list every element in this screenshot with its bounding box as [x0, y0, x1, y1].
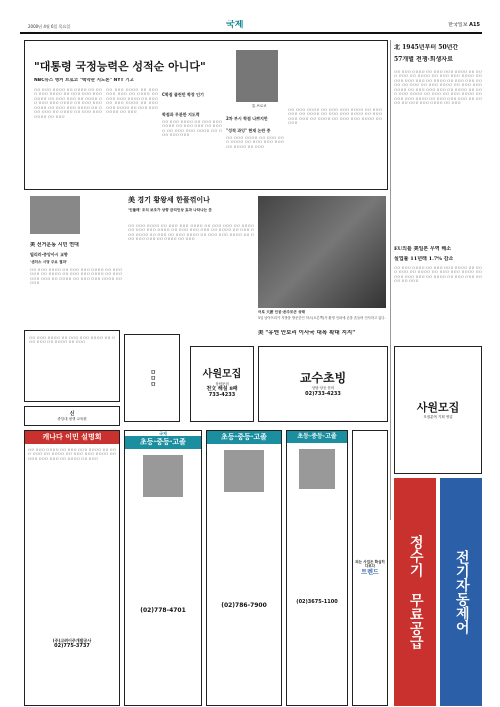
ad-school-3-photo: [299, 449, 335, 489]
ad-professor-line1: 상담·상공 문의: [311, 386, 335, 391]
left-story-title: 美 선거운동 시민 연대: [30, 242, 79, 248]
ad-notice: ㅁㅁ ㅁㅁㅁ ㅁㅁㅁㅁ ㅁㅁ ㅁㅁㅁ ㅁㅁㅁ ㅁㅁㅁㅁ ㅁㅁ ㅁㅁㅁ ㅁㅁㅁ ㅁㅁ ㅁㅁㅁㅁ ㅁㅁ ㅁㅁㅁ: [24, 330, 120, 402]
econ-body: ㅁㅁ ㅁㅁㅁ ㅁㅁㅁㅁ ㅁㅁ ㅁㅁㅁ ㅁㅁㅁ ㅁㅁㅁㅁ ㅁㅁ ㅁㅁㅁ ㅁㅁㅁ ㅁㅁ ㅁㅁㅁㅁ ㅁㅁ ㅁㅁㅁ ㅁㅁㅁ ㅁㅁㅁㅁ ㅁㅁ ㅁㅁㅁ ㅁㅁㅁ ㅁㅁㅁ ㅁㅁ ㅁㅁㅁㅁ ㅁㅁ ㅁㅁㅁ ㅁㅁㅁ ㅁㅁㅁㅁ ㅁㅁ ㅁㅁㅁ ㅁㅁ ㅁㅁㅁ ㅁㅁㅁㅁ ㅁㅁ ㅁㅁㅁ ㅁㅁㅁ ㅁㅁㅁㅁ ㅁㅁ ㅁㅁㅁ ㅁㅁㅁ ㅁㅁㅁ ㅁㅁ ㅁㅁㅁㅁ ㅁㅁ ㅁㅁㅁ: [128, 224, 254, 242]
ad-staff-line1: 상담문의: [215, 381, 229, 386]
eu-body: ㅁㅁ ㅁㅁㅁ ㅁㅁㅁㅁ ㅁㅁ ㅁㅁㅁ ㅁㅁㅁ ㅁㅁㅁㅁ ㅁㅁ ㅁㅁㅁ ㅁㅁㅁ ㅁㅁ ㅁㅁㅁㅁ ㅁㅁ ㅁㅁㅁ ㅁㅁㅁ ㅁㅁㅁㅁ ㅁㅁ ㅁㅁㅁ ㅁㅁㅁ ㅁㅁㅁ ㅁㅁ ㅁㅁㅁㅁ ㅁㅁ ㅁㅁㅁ ㅁㅁㅁ ㅁㅁㅁㅁ ㅁㅁ ㅁㅁㅁ: [394, 266, 482, 284]
lead-byline: 톰 브로코: [252, 104, 267, 108]
ad-professor-phone: 02)733-4233: [305, 390, 341, 397]
ad-canada-org: (주)고려이주개발공사: [52, 637, 92, 643]
ad-staff-title: 사원모집: [202, 369, 242, 381]
ad-canada: 캐나다 이민 설명회 ㅁㅁ ㅁㅁㅁ ㅁㅁㅁㅁ ㅁㅁ ㅁㅁㅁ ㅁㅁㅁ ㅁㅁㅁㅁ ㅁㅁ ㅁㅁㅁ ㅁㅁㅁ ㅁㅁ ㅁㅁㅁㅁ ㅁㅁ ㅁㅁㅁ ㅁㅁㅁ ㅁㅁㅁㅁ ㅁㅁ ㅁㅁㅁ ㅁㅁㅁ ㅁㅁㅁ ㅁㅁ ㅁㅁㅁㅁ ㅁㅁ ㅁㅁㅁ (주)고려이주개발공사 02)775-3737: [24, 430, 120, 706]
ad-canada-title: 캐나다 이민 설명회: [25, 431, 119, 444]
vote-title: 美 "유엔 안보리 이사국 대폭 확대 지지": [258, 330, 356, 336]
ad-trend-title: 트렌드: [361, 568, 379, 576]
column-divider: [390, 40, 391, 520]
ad-school-1: [124, 430, 202, 706]
ad-center: [24, 406, 120, 426]
lead-col-1: ㅁㅁ ㅁㅁㅁ ㅁㅁㅁㅁ ㅁㅁ ㅁㅁㅁㅁ ㅁㅁ ㅁㅁㅁ ㅁㅁㅁ ㅁㅁㅁㅁ ㅁㅁ ㅁㅁㅁ ㅁㅁㅁ ㅁㅁㅁ ㅁㅁㅁㅁ ㅁㅁ ㅁㅁㅁ ㅁㅁㅁ ㅁㅁ ㅁㅁㅁㅁ ㅁㅁ ㅁㅁㅁ ㅁㅁㅁ ㅁㅁㅁㅁ ㅁㅁ ㅁㅁㅁ ㅁㅁㅁ ㅁㅁㅁㅁ ㅁㅁ ㅁㅁㅁ ㅁㅁㅁ ㅁㅁㅁㅁ ㅁㅁ ㅁㅁㅁ ㅁㅁㅁ ㅁㅁ ㅁㅁㅁㅁ ㅁㅁ ㅁㅁㅁ ㅁㅁㅁ ㅁㅁㅁㅁ ㅁㅁ ㅁㅁㅁ: [34, 88, 102, 119]
ad-school-1-photo: [143, 455, 183, 497]
eu-subtitle: 실업률 11년래 1.7% 감소: [394, 256, 454, 262]
ad-staff-line2: 천文 해설 8패: [206, 386, 238, 393]
ad-school-3-phone: (02)3675-1100: [296, 598, 338, 605]
ad-staff: [190, 346, 254, 422]
econ-title: 美 경기 황왕세 한풀꺾이나: [128, 196, 210, 204]
ad-recruit-right: [394, 346, 482, 474]
photo-caption-body: 5일 남아프리카 지방을 방문중인 하스(오른쪽)가 환영 인파에 손을 흔들며 인사하고 있다.: [258, 316, 386, 320]
lead-col-2: ㅁㅁ ㅁㅁㅁ ㅁㅁㅁㅁ ㅁㅁ ㅁㅁㅁ ㅁㅁㅁ ㅁㅁㅁ ㅁㅁ ㅁㅁㅁㅁ ㅁㅁ ㅁㅁㅁ ㅁㅁㅁ ㅁㅁㅁㅁ ㅁㅁ ㅁㅁㅁ ㅁㅁ ㅁㅁㅁ ㅁㅁㅁㅁ ㅁㅁ ㅁㅁㅁ ㅁㅁㅁ ㅁㅁㅁㅁ ㅁㅁ ㅁㅁㅁ ㅁㅁㅁ ㅁㅁㅁㅁ ㅁㅁ ㅁㅁㅁ: [106, 88, 158, 115]
ad-vertical-red: [394, 478, 436, 706]
header-rule: [20, 32, 482, 34]
ad-center-subtitle: 중앙대 평생 교육원: [57, 416, 87, 421]
ad-professor-title: 교수초빙: [299, 371, 347, 386]
paper-name: 한국일보: [448, 22, 468, 28]
ad-school-1-tag: 국제: [159, 431, 167, 436]
ad-school-3: [286, 430, 348, 706]
ad-vertical-notice: ㅁㅁㅁ: [124, 334, 180, 422]
lead-headline: "대통령 국정능력은 성적순 아니다": [34, 60, 206, 73]
lead-mid-1: C학점 클린턴 학장 인기: [162, 92, 204, 97]
news-photo: [258, 196, 386, 308]
lead-mid-2: 학점과 무관한 지도력: [162, 112, 200, 117]
photo-caption-title: 어로 大游 인공·존주모곤 상태: [258, 310, 306, 314]
ad-vertical-blue: [440, 478, 482, 706]
ad-school-2-phone: (02)786-7900: [221, 601, 267, 609]
lead-col-3: ㅁㅁ ㅁㅁㅁ ㅁㅁㅁㅁ ㅁㅁ ㅁㅁㅁ ㅁㅁㅁ ㅁㅁㅁㅁ ㅁㅁ ㅁㅁㅁ ㅁㅁㅁ ㅁㅁ ㅁㅁㅁㅁ ㅁㅁ ㅁㅁㅁ ㅁㅁㅁ ㅁㅁㅁㅁ ㅁㅁ ㅁㅁㅁ ㅁㅁㅁ ㅁㅁㅁ: [162, 120, 222, 138]
ad-vertical-blue-title: 전기자동제어: [453, 550, 470, 634]
lead-col-5: ㅁㅁ ㅁㅁㅁ ㅁㅁㅁㅁ ㅁㅁ ㅁㅁㅁ ㅁㅁㅁ ㅁㅁㅁㅁ ㅁㅁ ㅁㅁㅁ ㅁㅁㅁ ㅁㅁ ㅁㅁㅁㅁ ㅁㅁ ㅁㅁㅁ ㅁㅁㅁ ㅁㅁㅁㅁ ㅁㅁ ㅁㅁㅁ ㅁㅁㅁ ㅁㅁㅁ ㅁㅁ ㅁㅁㅁㅁ ㅁㅁ ㅁㅁㅁ ㅁㅁㅁ ㅁㅁㅁㅁ ㅁㅁ ㅁㅁㅁ: [288, 108, 382, 126]
ad-trend: [352, 430, 388, 706]
ad-school-1-phone: (02)778-4701: [140, 606, 186, 614]
north-subtitle: 57개별 전쟁·희생자료: [394, 56, 453, 63]
page-label: A15: [469, 22, 480, 28]
eu-title: EU의를 美일본 무역 해소: [394, 246, 452, 252]
ad-school-2-photo: [224, 450, 264, 492]
north-body: ㅁㅁ ㅁㅁㅁ ㅁㅁㅁㅁ ㅁㅁ ㅁㅁㅁ ㅁㅁㅁ ㅁㅁㅁㅁ ㅁㅁ ㅁㅁㅁ ㅁㅁㅁ ㅁㅁ ㅁㅁㅁㅁ ㅁㅁ ㅁㅁㅁ ㅁㅁㅁ ㅁㅁㅁㅁ ㅁㅁ ㅁㅁㅁ ㅁㅁㅁ ㅁㅁㅁ ㅁㅁ ㅁㅁㅁㅁ ㅁㅁ ㅁㅁㅁ ㅁㅁㅁ ㅁㅁㅁㅁ ㅁㅁ ㅁㅁㅁ ㅁㅁ ㅁㅁㅁ ㅁㅁㅁㅁ ㅁㅁ ㅁㅁㅁ ㅁㅁㅁ ㅁㅁㅁㅁ ㅁㅁ ㅁㅁㅁ ㅁㅁㅁ ㅁㅁㅁ ㅁㅁ ㅁㅁㅁㅁ ㅁㅁ ㅁㅁㅁ ㅁㅁㅁ ㅁㅁㅁㅁ ㅁㅁ ㅁㅁㅁ ㅁㅁ ㅁㅁㅁ ㅁㅁㅁㅁ ㅁㅁ ㅁㅁㅁ ㅁㅁㅁ ㅁㅁㅁㅁ ㅁㅁ ㅁㅁㅁ ㅁㅁㅁ ㅁㅁㅁ ㅁㅁ ㅁㅁㅁㅁ ㅁㅁ ㅁㅁㅁ ㅁㅁㅁ ㅁㅁㅁㅁ ㅁㅁ ㅁㅁㅁ: [394, 70, 482, 106]
left-story-subtitle: 빌리러·중앙아시 교향: [30, 252, 68, 257]
ad-trend-sub: 되는 사업은 확실히 다르다: [355, 559, 385, 569]
page-number: [448, 22, 480, 28]
left-story-body: ㅁㅁ ㅁㅁㅁ ㅁㅁㅁㅁ ㅁㅁ ㅁㅁㅁ ㅁㅁㅁ ㅁㅁㅁㅁ ㅁㅁ ㅁㅁㅁ ㅁㅁㅁ ㅁㅁ ㅁㅁㅁㅁ ㅁㅁ ㅁㅁㅁ ㅁㅁㅁ ㅁㅁㅁㅁ ㅁㅁ ㅁㅁㅁ ㅁㅁㅁ ㅁㅁㅁ ㅁㅁ ㅁㅁㅁㅁ ㅁㅁ ㅁㅁㅁ ㅁㅁㅁ ㅁㅁㅁㅁ ㅁㅁ ㅁㅁㅁ: [30, 268, 122, 286]
issue-date: 2000년 4월 6일 목요일: [28, 24, 71, 29]
ad-professor: [258, 346, 388, 422]
left-story-mid: '샌더스 시당 주요 결과': [30, 260, 68, 264]
section-title: 국제: [226, 20, 244, 30]
ad-school-1-title: 초등·중등·고졸: [125, 436, 201, 449]
ad-staff-phone: 733-4233: [208, 392, 236, 399]
ad-vertical-red-title: 정수기 무료공급: [407, 535, 424, 649]
ad-school-2: [206, 430, 282, 706]
north-title: 北 1945년부터 50년간: [394, 44, 459, 51]
ad-recruit-right-title: 사원모집: [416, 400, 460, 414]
lead-mid-4: "성적 과잉" 현재 논란 중: [226, 128, 271, 133]
left-story-photo: [30, 196, 80, 234]
ad-recruit-right-line: 모집분야 기획 영업: [423, 414, 453, 419]
ad-center-title: 신: [69, 410, 75, 417]
lead-subhead: NBC뉴스 앵커 브로코 "백악관 지도론" NYT 기고: [34, 78, 134, 83]
ad-school-3-title: 초등·중등·고졸: [287, 431, 347, 443]
econ-subtitle: '인플레' 조치 보조가 상향 금리인상 효과 나타나는 듯: [128, 208, 212, 212]
ad-canada-phone: 02)775-3737: [54, 642, 90, 649]
lead-col-4: ㅁㅁ ㅁㅁㅁ ㅁㅁㅁㅁ ㅁㅁ ㅁㅁㅁ ㅁㅁㅁ ㅁㅁㅁㅁ ㅁㅁ ㅁㅁㅁ ㅁㅁㅁ ㅁㅁㅁ ㅁㅁ ㅁㅁㅁㅁ ㅁㅁ ㅁㅁㅁ: [226, 136, 284, 149]
ad-school-2-title: 초등·중등·고졸: [207, 431, 281, 444]
lead-mid-3: 2차 부시 학점 나쁘지만: [226, 116, 268, 121]
lead-photo: [236, 50, 278, 102]
